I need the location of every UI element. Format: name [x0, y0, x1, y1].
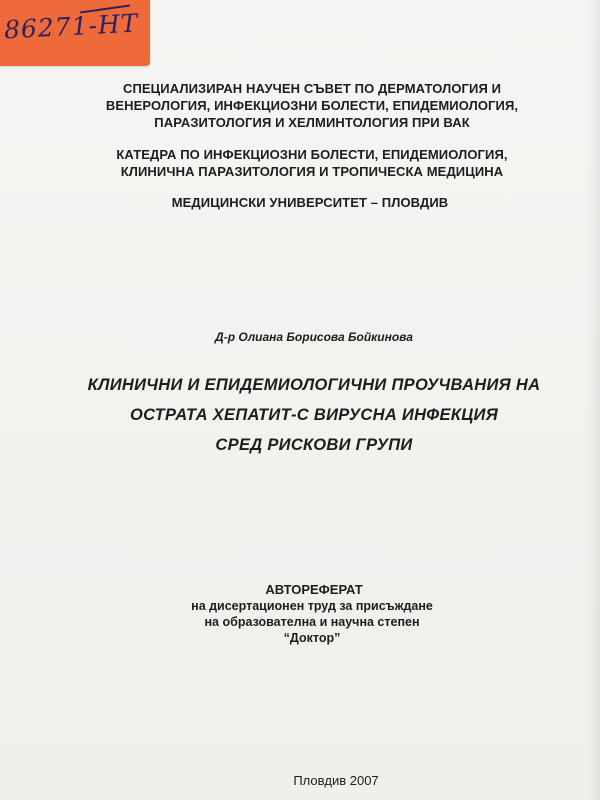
abstract-line-1: на дисертационен труд за присъждане [191, 599, 433, 613]
council-heading [12, 80, 600, 131]
place-and-year: Пловдив 2007 [293, 773, 379, 788]
author-name: Д-р Олиана Борисова Бойкинова [215, 330, 413, 344]
archive-sticker [0, 0, 150, 66]
university-name [10, 194, 600, 211]
archive-code: 86271-НТ [3, 8, 140, 45]
dissertation-title [14, 370, 600, 460]
university-line: МЕДИЦИНСКИ УНИВЕРСИТЕТ – ПЛОВДИВ [171, 195, 449, 210]
title-line-1: КЛИНИЧНИ И ЕПИДЕМИОЛОГИЧНИ ПРОУЧВАНИЯ НА [87, 376, 541, 394]
council-line-1: СПЕЦИАЛИЗИРАН НАУЧЕН СЪВЕТ ПО ДЕРМАТОЛОГИЯ И [122, 81, 502, 96]
abstract-line-2: на образователна и научна степен [204, 615, 420, 629]
council-line-3: ПАРАЗИТОЛОГИЯ И ХЕЛМИНТОЛОГИЯ ПРИ ВАК [154, 115, 470, 130]
department-line-1: КАТЕДРА ПО ИНФЕКЦИОЗНИ БОЛЕСТИ, ЕПИДЕМИОЛОГИЯ, [116, 147, 508, 162]
title-line-3: СРЕД РИСКОВИ ГРУПИ [215, 436, 413, 454]
abstract-description [12, 598, 600, 646]
title-line-2: ОСТРАТА ХЕПАТИТ-С ВИРУСНА ИНФЕКЦИЯ [129, 406, 499, 424]
council-line-2: ВЕНЕРОЛОГИЯ, ИНФЕКЦИОЗНИ БОЛЕСТИ, ЕПИДЕМИОЛОГИЯ, [105, 98, 519, 113]
abstract-heading: АВТОРЕФЕРАТ [265, 582, 363, 597]
department-heading [12, 146, 600, 180]
department-line-2: КЛИНИЧНА ПАРАЗИТОЛОГИЯ И ТРОПИЧЕСКА МЕДИЦИНА [120, 164, 504, 179]
abstract-line-3: “Доктор” [283, 631, 341, 645]
